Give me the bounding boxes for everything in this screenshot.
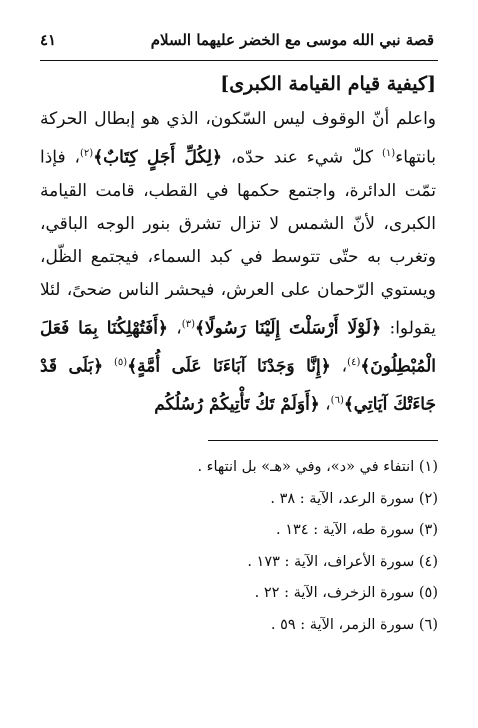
footnote-ref: (٤)	[347, 356, 361, 368]
quran-quote: ﴿لَوْلَا أَرْسَلْتَ إِلَيْنَا رَسُولًا﴾	[194, 318, 382, 339]
footnote: (١) انتفاء في «د»، وفي «هـ» بل انتهاء .	[197, 459, 438, 475]
quran-quote: ﴿أَوَلَمْ تَكُ تَأْتِيكُمْ رُسُلُكُم	[154, 394, 320, 415]
text-segment: ،	[319, 394, 331, 415]
header-divider	[40, 60, 438, 61]
footnote: (٥) سورة الزخرف، الآية : ٢٢ .	[254, 585, 438, 602]
text-segment: كلّ شيء عند حدّه،	[221, 147, 383, 168]
footnote: (٢) سورة الرعد، الآية : ٣٨ .	[270, 490, 438, 507]
body-paragraph	[40, 103, 436, 421]
section-heading: [كيفية قيام القيامة الكبرى]	[220, 73, 436, 95]
footnote: (٦) سورة الزمر، الآية : ٥٩ .	[270, 616, 438, 633]
text-segment: ،	[167, 318, 182, 339]
text-segment	[103, 356, 114, 376]
footnote-ref: (٦)	[330, 394, 344, 406]
running-title: قصة نبي الله موسى مع الخضر عليهما السلام	[150, 31, 434, 49]
footnotes	[40, 452, 438, 642]
text-segment: ، فإذا تمّت الدائرة، واجتمع حكمها في القطب، قامت القيامة الكبرى، لأنّ الشمس لا تزال تشرق بنور الوجه الباقي، وتغرب به حتّى تتوسط في كبد السماء، فيجتمع الظّل، ويستوي الرّحمان على العرش، فيحشر الناس ضحىً، لئلا يقولوا:	[40, 147, 437, 339]
page-number: ٤١	[40, 31, 57, 49]
text-segment: ،	[330, 356, 348, 377]
text-segment: واعلم أنّ الوقوف ليس السّكون، الذي هو إبطال الحركة بانتهاء	[40, 109, 436, 168]
running-header	[40, 28, 434, 52]
main-text	[40, 68, 436, 422]
quran-quote: ﴿بَلَى قَدْ جَاءَتْكَ آيَاتِي﴾	[40, 356, 436, 415]
footnote: (٤) سورة الأعراف، الآية : ١٧٣ .	[247, 553, 438, 570]
footnote: (٣) سورة طه، الآية : ١٣٤ .	[276, 522, 438, 539]
footnote-ref: (٢)	[80, 147, 94, 159]
footnote-ref: (٣)	[181, 318, 195, 330]
footnote-ref: (١)	[382, 147, 396, 159]
quran-quote: ﴿أَفَتُهْلِكُنَا بِمَا فَعَلَ الْمُبْطِلُونَ﴾	[40, 318, 437, 377]
quran-quote: ﴿لِكُلِّ أَجَلٍ كِتَابٌ﴾	[93, 147, 222, 168]
footnote-divider	[208, 440, 438, 441]
footnote-ref: (٥)	[114, 356, 128, 368]
quran-quote: ﴿إِنَّا وَجَدْنَا آبَاءَنَا عَلَى أُمَّةٍ﴾	[127, 356, 331, 377]
